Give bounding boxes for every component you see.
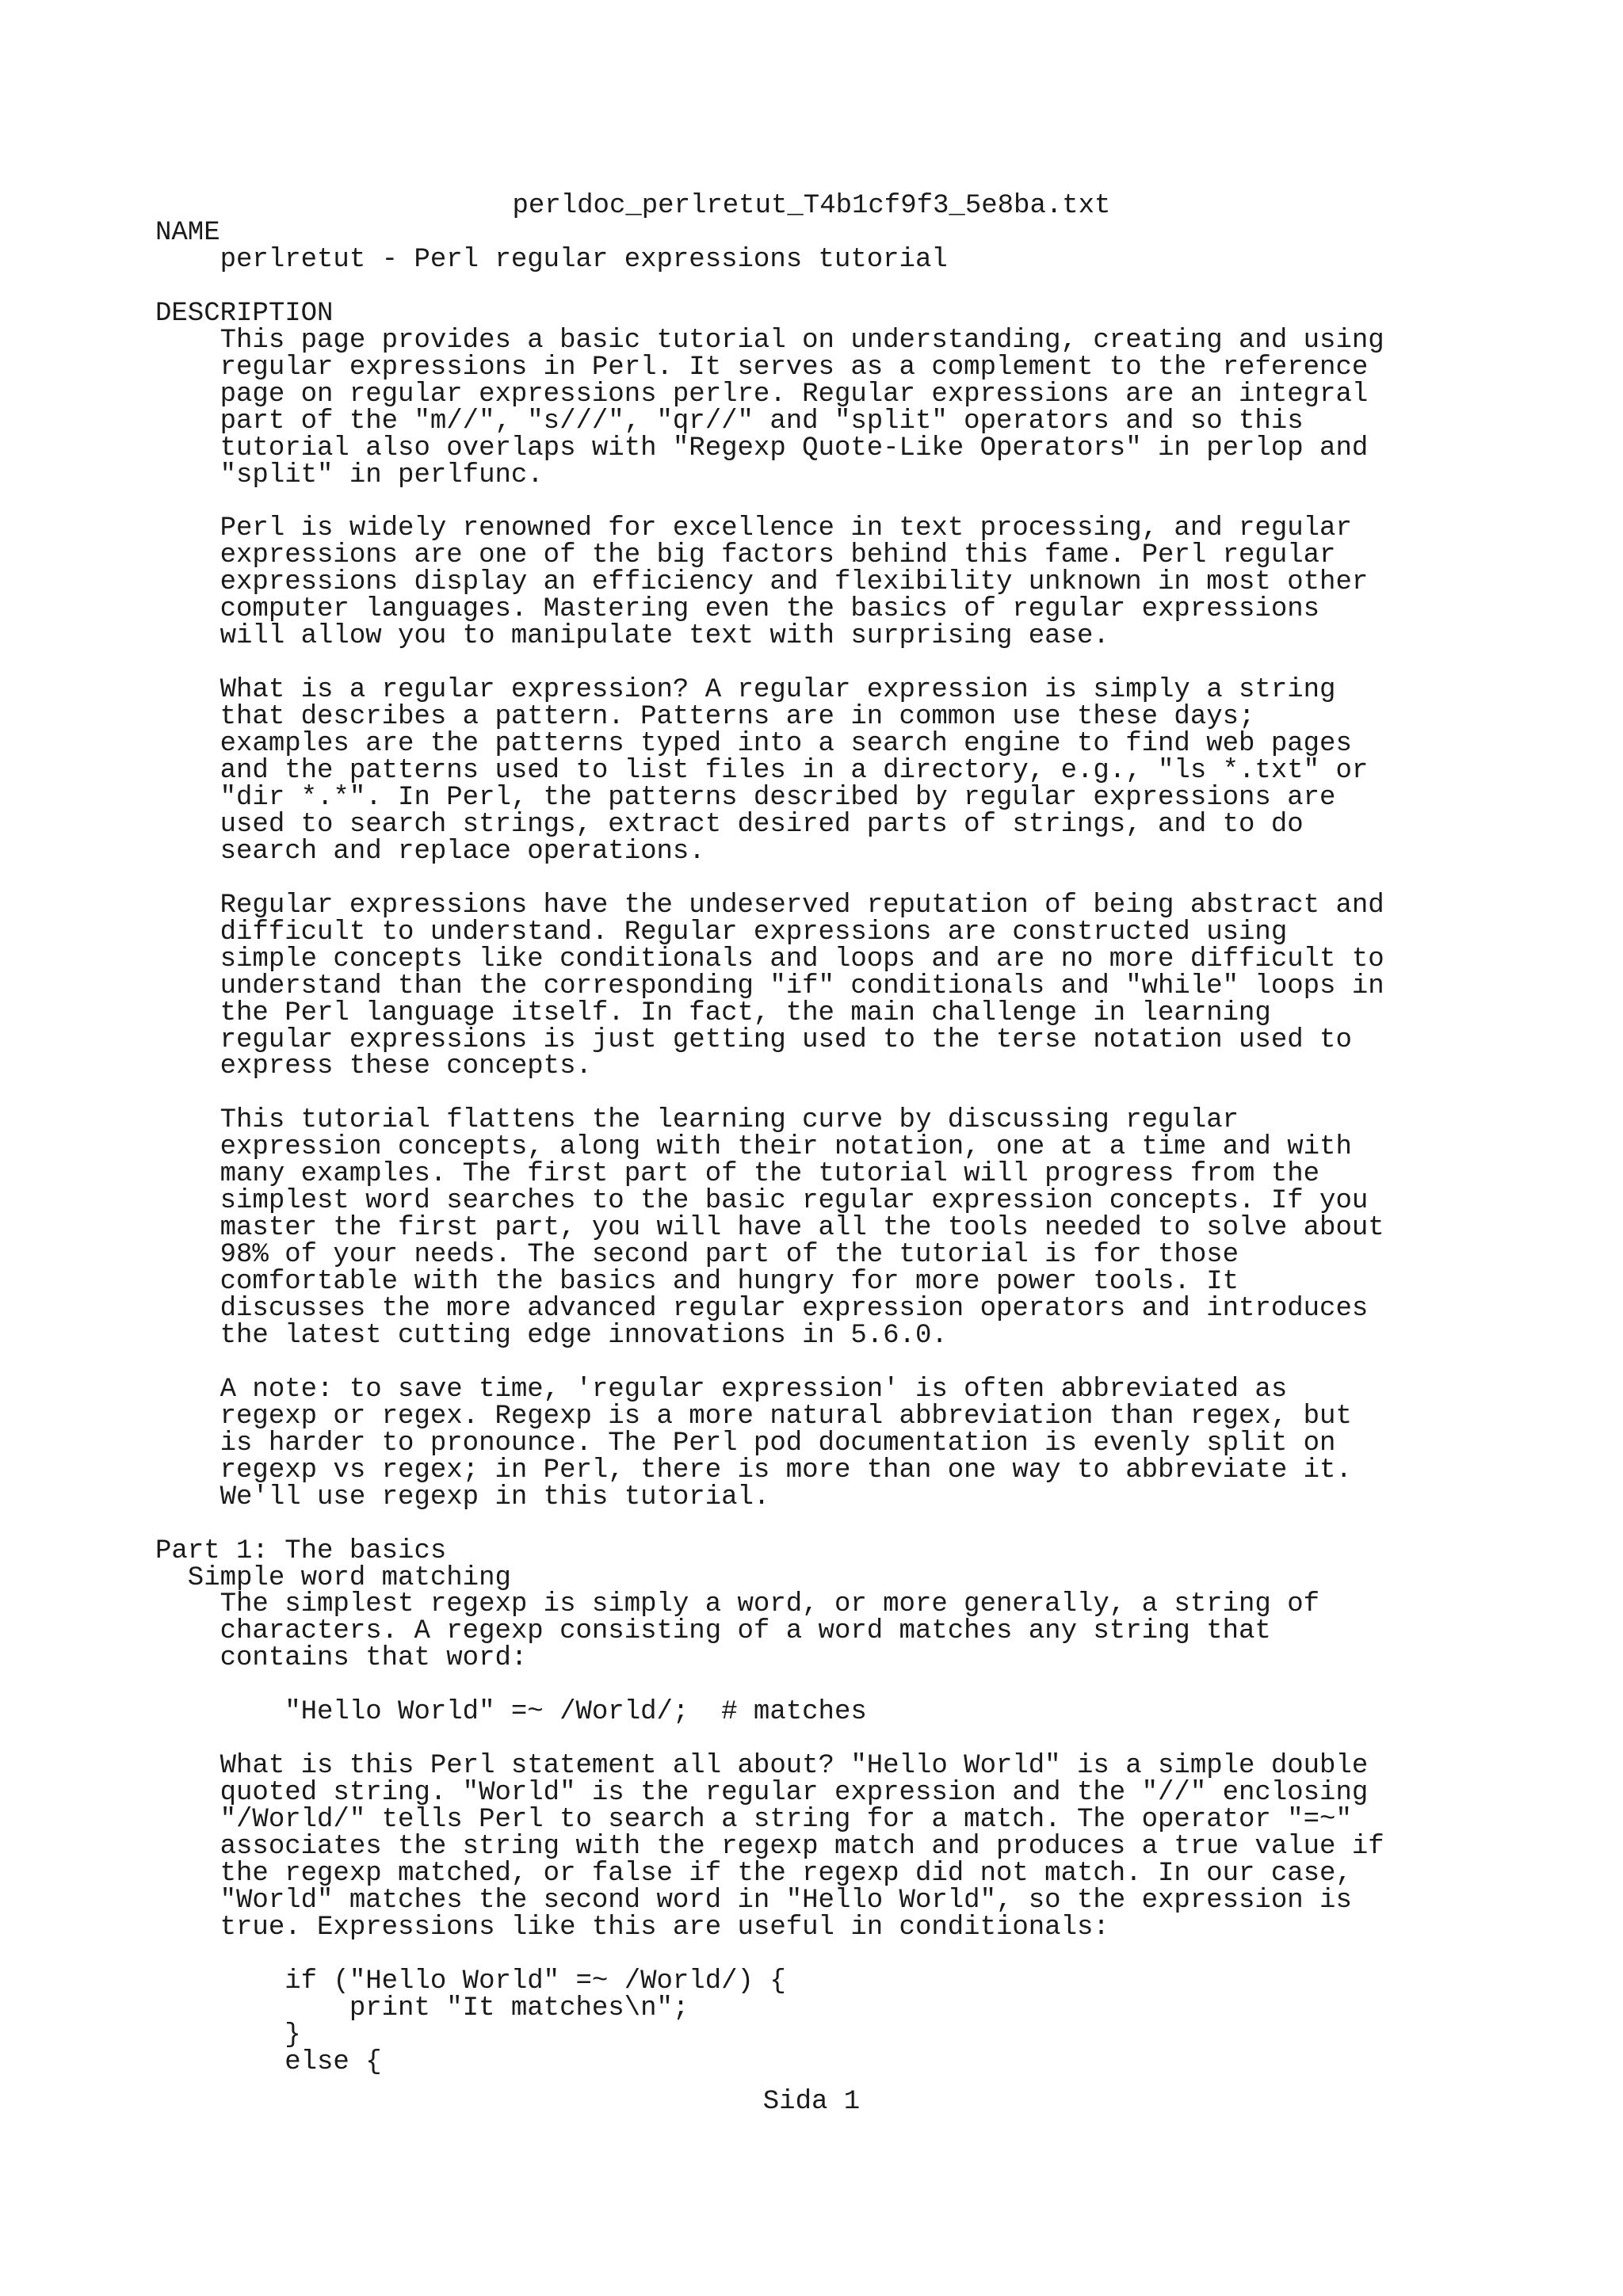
document-header-filename: perldoc_perlretut_T4b1cf9f3_5e8ba.txt bbox=[512, 191, 1111, 221]
document-line: many examples. The first part of the tutorial will progress from the bbox=[155, 1159, 1320, 1190]
document-line: regular expressions in Perl. It serves as a complement to the reference bbox=[155, 352, 1369, 383]
document-line: "split" in perlfunc. bbox=[155, 460, 544, 490]
document-line: comfortable with the basics and hungry for more power tools. It bbox=[155, 1267, 1239, 1298]
document-line: will allow you to manipulate text with surprising ease. bbox=[155, 621, 1109, 652]
page-number-footer: Sida 1 bbox=[762, 2087, 861, 2117]
document-line: that describes a pattern. Patterns are in common use these days; bbox=[155, 702, 1255, 733]
document-line: quoted string. "World" is the regular expression and the "//" enclosing bbox=[155, 1778, 1369, 1809]
document-line: else { bbox=[155, 2046, 382, 2077]
document-line: The simplest regexp is simply a word, or more generally, a string of bbox=[155, 1589, 1320, 1620]
document-line: We'll use regexp in this tutorial. bbox=[155, 1482, 770, 1512]
document-line: This page provides a basic tutorial on understanding, creating and using bbox=[155, 325, 1384, 356]
document-line: and the patterns used to list files in a directory, e.g., "ls *.txt" or bbox=[155, 756, 1369, 786]
document-line: What is this Perl statement all about? "Hello World" is a simple double bbox=[155, 1751, 1369, 1782]
document-line: NAME bbox=[155, 218, 220, 248]
document-line: the latest cutting edge innovations in 5.6.0. bbox=[155, 1320, 948, 1351]
document-line: "/World/" tells Perl to search a string for a match. The operator "=~" bbox=[155, 1805, 1352, 1836]
document-line: Simple word matching bbox=[155, 1562, 511, 1593]
document-line: What is a regular expression? A regular expression is simply a string bbox=[155, 675, 1336, 706]
document-line: understand than the corresponding "if" conditionals and "while" loops in bbox=[155, 971, 1384, 1001]
document-line: used to search strings, extract desired parts of strings, and to do bbox=[155, 809, 1304, 840]
document-line: A note: to save time, 'regular expression' is often abbreviated as bbox=[155, 1374, 1288, 1405]
document-line: characters. A regexp consisting of a word matches any string that bbox=[155, 1616, 1271, 1647]
document-line: master the first part, you will have all the tools needed to solve about bbox=[155, 1213, 1384, 1244]
document-line: express these concepts. bbox=[155, 1051, 592, 1082]
document-line: } bbox=[155, 2019, 301, 2050]
document-line: the Perl language itself. In fact, the main challenge in learning bbox=[155, 997, 1271, 1028]
document-line: examples are the patterns typed into a search engine to find web pages bbox=[155, 729, 1352, 760]
document-line: is harder to pronounce. The Perl pod documentation is evenly split on bbox=[155, 1428, 1336, 1459]
document-line: associates the string with the regexp match and produces a true value if bbox=[155, 1832, 1384, 1862]
document-line: This tutorial flattens the learning curve by discussing regular bbox=[155, 1105, 1239, 1136]
document-line: the regexp matched, or false if the regexp did not match. In our case, bbox=[155, 1858, 1352, 1889]
document-line: difficult to understand. Regular expressions are constructed using bbox=[155, 917, 1288, 948]
document-line: contains that word: bbox=[155, 1643, 528, 1674]
document-line: part of the "m//", "s///", "qr//" and "split" operators and so this bbox=[155, 406, 1304, 437]
document-line: Perl is widely renowned for excellence in text processing, and regular bbox=[155, 513, 1352, 544]
document-line: print "It matches\n"; bbox=[155, 1993, 689, 2023]
document-line: 98% of your needs. The second part of the tutorial is for those bbox=[155, 1240, 1239, 1271]
document-line: if ("Hello World" =~ /World/) { bbox=[155, 1966, 786, 1997]
document-line: "World" matches the second word in "Hello World", so the expression is bbox=[155, 1885, 1352, 1916]
document-line: computer languages. Mastering even the basics of regular expressions bbox=[155, 594, 1320, 625]
document-line: search and replace operations. bbox=[155, 836, 705, 867]
document-line: "Hello World" =~ /World/; # matches bbox=[155, 1697, 867, 1728]
document-line: true. Expressions like this are useful in conditionals: bbox=[155, 1912, 1109, 1943]
document-line: regular expressions is just getting used to the terse notation used to bbox=[155, 1024, 1352, 1055]
document-line: Regular expressions have the undeserved reputation of being abstract and bbox=[155, 890, 1384, 921]
document-line: expressions are one of the big factors behind this fame. Perl regular bbox=[155, 540, 1336, 571]
document-line: simplest word searches to the basic regular expression concepts. If you bbox=[155, 1186, 1369, 1217]
document-line: Part 1: The basics bbox=[155, 1535, 447, 1566]
document-line: tutorial also overlaps with "Regexp Quote-Like Operators" in perlop and bbox=[155, 433, 1369, 463]
document-line: expressions display an efficiency and flexibility unknown in most other bbox=[155, 567, 1369, 598]
document-line: discusses the more advanced regular expression operators and introduces bbox=[155, 1294, 1369, 1324]
document-line: regexp or regex. Regexp is a more natural abbreviation than regex, but bbox=[155, 1401, 1352, 1432]
document-line: perlretut - Perl regular expressions tutorial bbox=[155, 244, 948, 275]
document-line: "dir *.*". In Perl, the patterns described by regular expressions are bbox=[155, 782, 1336, 813]
document-line: expression concepts, along with their notation, one at a time and with bbox=[155, 1132, 1352, 1163]
document-line: regexp vs regex; in Perl, there is more than one way to abbreviate it. bbox=[155, 1455, 1352, 1486]
document-line: simple concepts like conditionals and loops and are no more difficult to bbox=[155, 944, 1384, 974]
document-line: page on regular expressions perlre. Regular expressions are an integral bbox=[155, 379, 1369, 410]
document-line: DESCRIPTION bbox=[155, 298, 334, 329]
